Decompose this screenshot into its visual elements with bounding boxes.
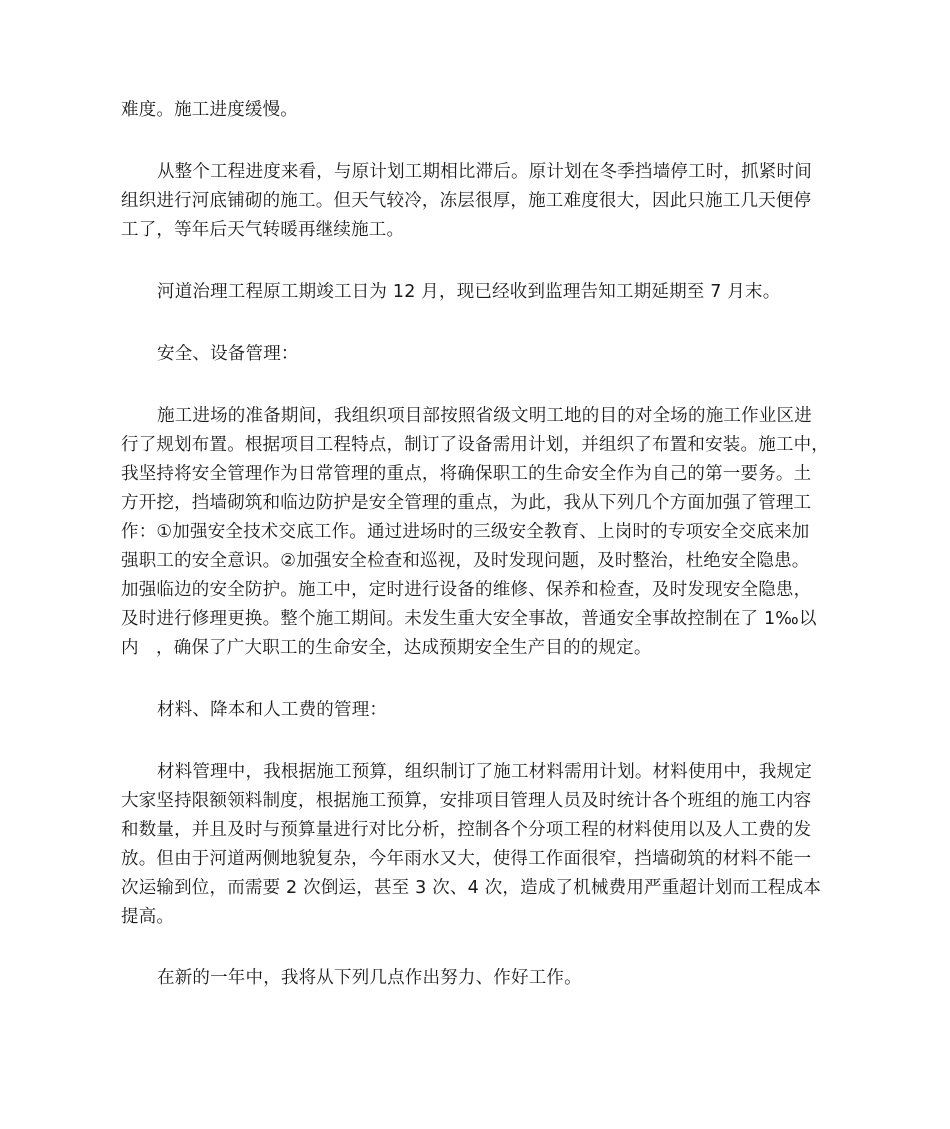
text-line: 行了规划布置。根据项目工程特点，制订了设备需用计划，并组织了布置和安装。施工中， [121, 435, 829, 455]
text-line: 材料管理中，我根据施工预算，组织制订了施工材料需用计划。材料使用中，我规定 [157, 762, 812, 782]
text-line: 我坚持将安全管理作为日常管理的重点，将确保职工的生命安全作为自己的第一要务。土 [121, 464, 812, 484]
text-line: 在新的一年中，我将从下列几点作出努力、作好工作。 [157, 968, 582, 988]
section-heading: 材料、降本和人工费的管理： [157, 700, 388, 720]
text-line: 强职工的安全意识。②加强安全检查和巡视，及时发现问题，及时整治，杜绝安全隐患。 [121, 551, 810, 571]
text-line: 次运输到位，而需要 2 次倒运，甚至 3 次、4 次，造成了机械费用严重超计划而工程成本 [121, 878, 822, 898]
text-line: 内 ，确保了广大职工的生命安全，达成预期安全生产目的的规定。 [121, 638, 652, 658]
text-line: 及时进行修理更换。整个施工期间。未发生重大安全事故，普通安全事故控制在了 1‰以 [121, 609, 817, 629]
text-line: 和数量，并且及时与预算量进行对比分析，控制各个分项工程的材料使用以及人工费的发 [121, 820, 812, 840]
text-line: 加强临边的安全防护。施工中，定时进行设备的维修、保养和检查，及时发现安全隐患， [121, 580, 812, 600]
text-line: 放。但由于河道两侧地貌复杂，今年雨水又大，使得工作面很窄，挡墙砌筑的材料不能一 [121, 849, 812, 869]
text-line: 难度。施工进度缓慢。 [121, 100, 298, 120]
text-line: 工了，等年后天气转暖再继续施工。 [121, 220, 405, 240]
text-line: 河道治理工程原工期竣工日为 12 月，现已经收到监理告知工期延期至 7 月末。 [157, 282, 781, 302]
text-line: 从整个工程进度来看，与原计划工期相比滞后。原计划在冬季挡墙停工时，抓紧时间 [157, 162, 812, 182]
text-line: 组织进行河底铺砌的施工。但天气较冷，冻层很厚，施工难度很大，因此只施工几天便停 [121, 191, 812, 211]
text-line: 施工进场的准备期间，我组织项目部按照省级文明工地的目的对全场的施工作业区进 [157, 406, 812, 426]
text-line: 方开挖，挡墙砌筑和临边防护是安全管理的重点，为此，我从下列几个方面加强了管理工 [121, 493, 812, 513]
text-line: 大家坚持限额领料制度，根据施工预算，安排项目管理人员及时统计各个班组的施工内容 [121, 791, 812, 811]
text-line: 提高。 [121, 907, 175, 927]
section-heading: 安全、设备管理： [157, 344, 299, 364]
text-line: 作：①加强安全技术交底工作。通过进场时的三级安全教育、上岗时的专项安全交底来加 [121, 522, 810, 542]
